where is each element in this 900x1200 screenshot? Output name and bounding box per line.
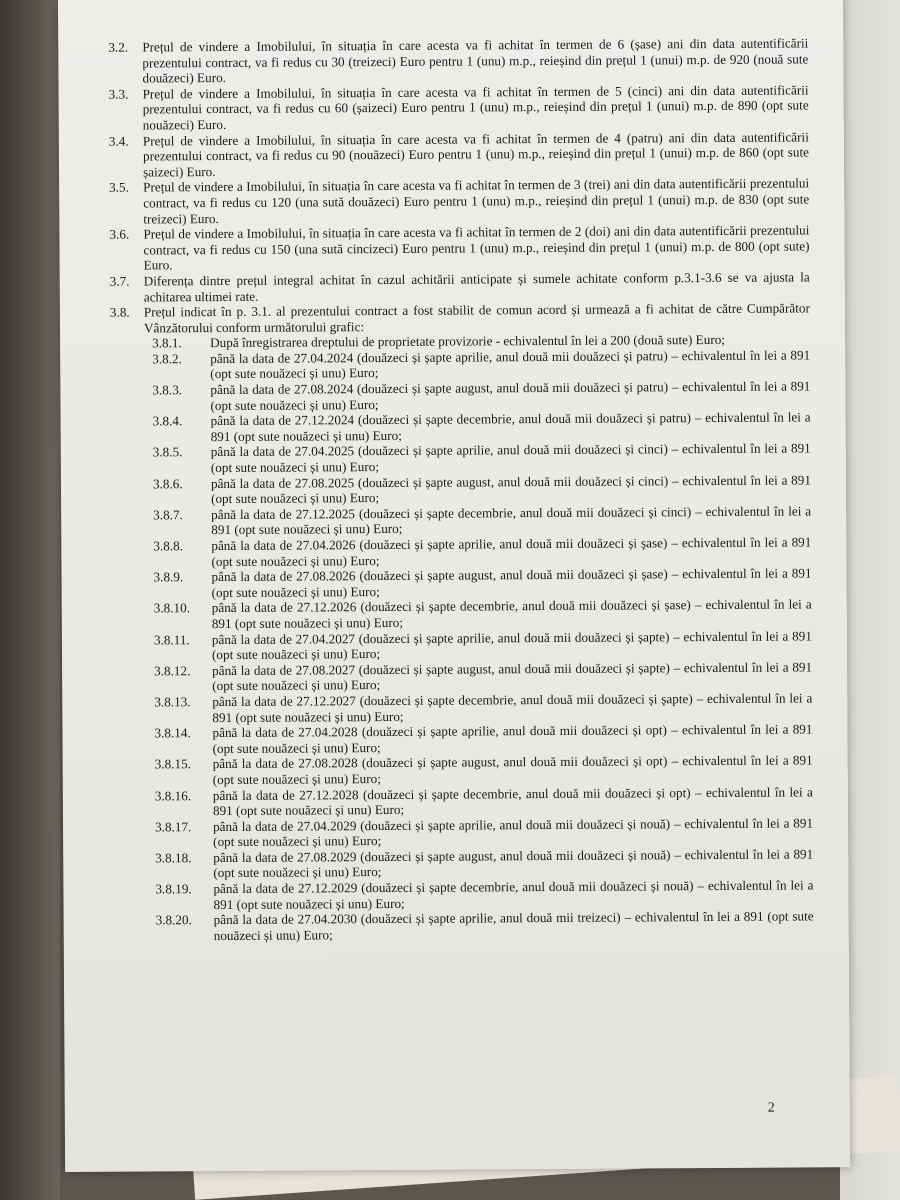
schedule-item-3-8-15 [113, 753, 813, 788]
schedule-number: 3.8.19. [155, 881, 192, 897]
clause-text: Prețul de vindere a Imobilului, în situația în care acesta va fi achitat în termen de 6 (șase) ani din data autentificării prezentului contract, va fi redus cu 30 (treizeci) Euro pentru 1 (unu) m.p., reieșind din prețul 1 (unui) m.p. de 920 (nouă sute douăzeci) Euro. [142, 35, 809, 86]
schedule-number: 3.8.8. [153, 538, 184, 554]
schedule-item-3-8-7 [111, 503, 811, 538]
schedule-text: După înregistrarea dreptului de proprietate provizorie - echivalentul în lei a 200 (două sute) Euro; [210, 332, 725, 351]
schedule-text: până la data de 27.12.2024 (douăzeci și șapte decembrie, anul două mii douăzeci și patru) – echivalentul în lei a 891 (opt sute nouăzeci și unu) Euro; [210, 409, 811, 444]
schedule-item-3-8-19 [113, 877, 813, 912]
schedule-item-3-8-11 [112, 628, 812, 663]
document-content [108, 35, 814, 944]
schedule-text: până la data de 27.08.2027 (douăzeci și șapte august, anul două mii douăzeci și șapte) – echivalentul în lei a 891 (opt sute nouăzeci și unu) Euro; [212, 659, 813, 694]
schedule-number: 3.8.3. [152, 382, 183, 398]
clause-text: Prețul de vindere a Imobilului, în situația în care acesta va fi achitat în termen de 5 (cinci) ani din data autentificării prezentului contract, va fi redus cu 60 (șaizeci) Euro pentru 1 (unu) m.p., reieșind din prețul 1 (unui) m.p. de 890 (opt sute nouăzeci) Euro. [142, 82, 809, 133]
schedule-text: până la data de 27.12.2026 (douăzeci și șapte decembrie, anul două mii douăzeci și șase) – echivalentul în lei a 891 (opt sute nouăzeci și unu) Euro; [211, 596, 812, 632]
schedule-item-3-8-6 [111, 472, 811, 507]
schedule-item-3-8-16 [113, 784, 813, 819]
page-number: 2 [767, 1100, 775, 1116]
schedule-item-3-8-10 [112, 597, 812, 632]
schedule-number: 3.8.11. [153, 631, 190, 647]
schedule-number: 3.8.9. [153, 569, 184, 585]
schedule-text: până la data de 27.04.2024 (douăzeci și șapte aprilie, anul două mii douăzeci și patru) – echivalentul în lei a 891 (opt sute nouăzeci și unu) Euro; [210, 347, 811, 382]
schedule-item-3-8-12 [112, 659, 812, 694]
schedule-item-3-8-3 [110, 378, 810, 413]
schedule-item-3-8-9 [111, 566, 811, 601]
schedule-text: până la data de 27.12.2029 (douăzeci și șapte decembrie, anul două mii douăzeci și nouă) – echivalentul în lei a 891 (opt sute nouăzeci și unu) Euro; [213, 877, 814, 912]
schedule-text: până la data de 27.12.2028 (douăzeci și șapte decembrie, anul două mii douăzeci și opt) – echivalentul în lei a 891 (opt sute nouăzeci și unu) Euro; [212, 783, 813, 819]
schedule-text: până la data de 27.04.2026 (douăzeci și șapte aprilie, anul două mii douăzeci și șase) – echivalentul în lei a 891 (opt sute nouăzeci și unu) Euro; [211, 534, 812, 569]
schedule-number: 3.8.17. [155, 818, 192, 835]
clause-3-3 [109, 82, 809, 133]
clause-3-5 [109, 176, 809, 227]
schedule-number: 3.8.1. [152, 335, 182, 351]
schedule-text: până la data de 27.08.2028 (douăzeci și șapte august, anul două mii douăzeci și opt) – echivalentul în lei a 891 (opt sute nouăzeci și unu) Euro; [212, 752, 813, 787]
schedule-text: până la data de 27.04.2030 (douăzeci și șapte aprilie, anul două mii treizeci) – echivalentul în lei a 891 (opt sute nouăzeci și unu) Euro; [213, 908, 814, 943]
clause-number: 3.2. [108, 39, 129, 55]
schedule-text: până la data de 27.04.2029 (douăzeci și șapte aprilie, anul două mii douăzeci și nouă) – echivalentul în lei a 891 (opt sute nouăzeci și unu) Euro; [213, 815, 814, 850]
schedule-item-3-8-20 [114, 909, 814, 944]
clause-3-8 [110, 301, 810, 336]
clause-text: Prețul de vindere a Imobilului, în situația în care acesta va fi achitat în termen de 4 (patru) ani din data autentificării prezentului contract, va fi redus cu 90 (nouăzeci) Euro pentru 1 (unu) m.p., reieșind din prețul 1 (unui) m.p. de 860 (opt sute șaizeci) Euro. [142, 128, 809, 180]
clause-3-6 [109, 223, 809, 274]
schedule-text: până la data de 27.08.2029 (douăzeci și șapte august, anul două mii douăzeci și nouă) – echivalentul în lei a 891 (opt sute nouăzeci și unu) Euro; [213, 846, 814, 881]
schedule-text: până la data de 27.08.2025 (douăzeci și șapte august, anul două mii douăzeci și cinci) – echivalentul în lei a 891 (opt sute nouăzeci și unu) Euro; [210, 472, 811, 507]
schedule-number: 3.8.4. [152, 413, 183, 429]
schedule-text: până la data de 27.12.2025 (douăzeci și șapte decembrie, anul două mii douăzeci și cinci) – echivalentul în lei a 891 (opt sute nouăzeci și unu) Euro; [211, 503, 812, 538]
clause-text: Prețul indicat în p. 3.1. al prezentului contract a fost stabilit de comun acord și urmează a fi achitat de către Cumpărător Vânzătorului conform următorului grafic: [143, 300, 810, 336]
document-page [58, 0, 850, 1172]
clause-text: Prețul de vindere a Imobilului, în situația în care acesta va fi achitat în termen de 2 (doi) ani din data autentificării prezentului contract, va fi redus cu 150 (una sută cincizeci) Euro pentru 1 (unu) m.p., reieșind din prețul 1 (unui) m.p. de 800 (opt sute) Euro. [143, 222, 810, 273]
clause-text: Diferența dintre prețul integral achitat în cazul achitării anticipate și sumele achitate conform p.3.1-3.6 se va ajusta la achitarea ultimei rate. [143, 269, 810, 304]
schedule-number: 3.8.15. [154, 756, 191, 772]
clause-number: 3.8. [109, 304, 130, 320]
clause-number: 3.4. [108, 133, 129, 149]
clause-3-7 [110, 269, 810, 304]
clause-number: 3.6. [109, 226, 130, 242]
schedule-number: 3.8.12. [154, 662, 191, 679]
schedule-text: până la data de 27.12.2027 (douăzeci și șapte decembrie, anul două mii douăzeci și șapte) – echivalentul în lei a 891 (opt sute nouăzeci și unu) Euro; [212, 690, 813, 725]
clause-3-4 [109, 129, 809, 180]
schedule-text: până la data de 27.04.2027 (douăzeci și șapte aprilie, anul două mii douăzeci și șapte) – echivalentul în lei a 891 (opt sute nouăzeci și unu) Euro; [211, 627, 812, 663]
background-desk-left [0, 0, 60, 1200]
schedule-item-3-8-17 [113, 815, 813, 850]
clause-number: 3.7. [109, 273, 130, 289]
clause-number: 3.3. [108, 86, 129, 102]
schedule-number: 3.8.16. [154, 787, 192, 803]
schedule-item-3-8-13 [112, 690, 812, 725]
schedule-number: 3.8.13. [154, 694, 191, 710]
schedule-number: 3.8.5. [152, 444, 183, 460]
schedule-item-3-8-5 [111, 441, 811, 476]
schedule-text: până la data de 27.04.2025 (douăzeci și șapte aprilie, anul două mii douăzeci și cinci) – echivalentul în lei a 891 (opt sute nouăzeci și unu) Euro; [210, 440, 811, 476]
schedule-text: până la data de 27.08.2024 (douăzeci și șapte august, anul două mii douăzeci și patru) – echivalentul în lei a 891 (opt sute nouăzeci și unu) Euro; [210, 378, 811, 413]
schedule-number: 3.8.18. [155, 850, 192, 866]
schedule-number: 3.8.20. [155, 912, 192, 928]
clause-3-2 [108, 35, 808, 86]
schedule-item-3-8-4 [111, 410, 811, 445]
schedule-item-3-8-8 [111, 534, 811, 569]
clause-number: 3.5. [109, 179, 129, 196]
schedule-number: 3.8.7. [153, 507, 183, 523]
schedule-item-3-8-18 [113, 846, 813, 881]
schedule-text: până la data de 27.08.2026 (douăzeci și șapte august, anul două mii douăzeci și șase) – echivalentul în lei a 891 (opt sute nouăzeci și unu) Euro; [211, 565, 812, 600]
schedule-text: până la data de 27.04.2028 (douăzeci și șapte aprilie, anul două mii douăzeci și opt) – echivalentul în lei a 891 (opt sute nouăzeci și unu) Euro; [212, 721, 813, 756]
schedule-number: 3.8.6. [152, 475, 183, 492]
schedule-item-3-8-2 [110, 347, 810, 382]
schedule-item-3-8-14 [112, 722, 812, 757]
schedule-number: 3.8.14. [154, 725, 191, 741]
schedule-number: 3.8.10. [153, 600, 191, 616]
clause-text: Prețul de vindere a Imobilului, în situația în care acesta va fi achitat în termen de 3 (trei) ani din data autentificării prezentului contract, va fi redus cu 120 (una sută douăzeci) Euro pentru 1 (unu) m.p., reieșind din prețul 1 (unui) m.p. de 830 (opt sute treizeci) Euro. [143, 175, 810, 227]
schedule-number: 3.8.2. [152, 351, 182, 367]
